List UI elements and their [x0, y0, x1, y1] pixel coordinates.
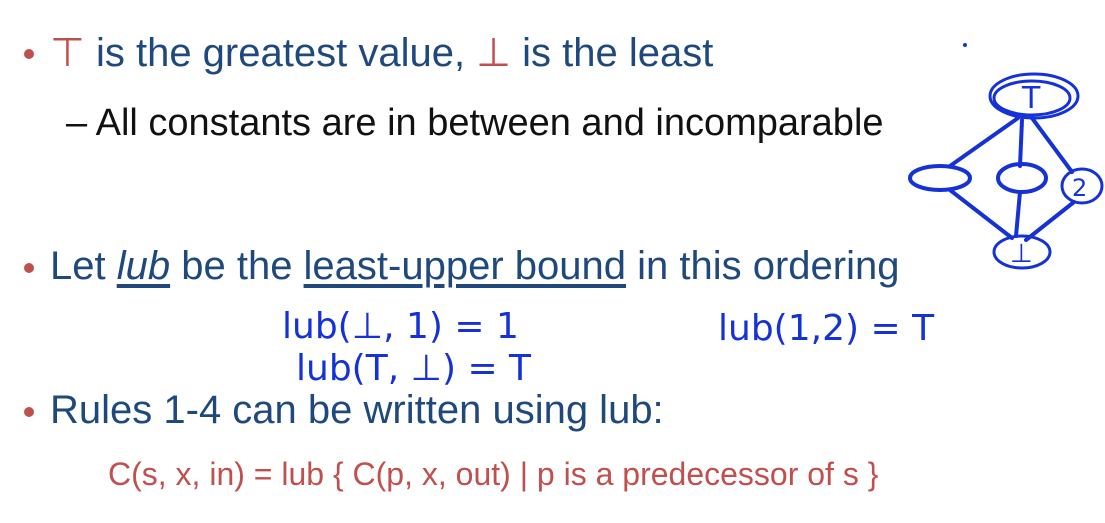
- bottom-symbol: ⊥: [476, 31, 512, 75]
- lattice-edge: [1020, 120, 1022, 166]
- lattice-bottom-label: ⊥: [1010, 239, 1033, 269]
- lattice-const-node: [910, 166, 970, 190]
- lattice-two-label: 2: [1072, 174, 1088, 202]
- bullet-1-text-a: is the greatest value,: [84, 31, 477, 75]
- bullet-2-middle: be the: [170, 244, 304, 288]
- lub-equation-top-bottom: lub(T, ⊥) = T: [296, 348, 532, 389]
- bullet-rules: Rules 1-4 can be written using lub:: [50, 388, 664, 432]
- lattice-edge: [1032, 118, 1072, 172]
- lub-formula: C(s, x, in) = lub { C(p, x, out) | p is a predecessor of s }: [108, 456, 879, 492]
- top-symbol: ⊤: [50, 31, 85, 75]
- lattice-const-node: [998, 164, 1046, 192]
- lub-equation-one-two: lub(1,2) = T: [718, 308, 935, 349]
- lattice-edge: [1016, 192, 1020, 236]
- bullet-2-prefix: Let: [50, 244, 117, 288]
- bullet-2-suffix: in this ordering: [626, 244, 900, 288]
- lattice-top-node: [990, 74, 1078, 118]
- sub-bullet-constants: – All constants are in between and incomparable: [66, 102, 884, 144]
- bullet-1-text-b: is the least: [511, 31, 714, 75]
- least-upper-bound-term: least-upper bound: [303, 244, 627, 288]
- lattice-bottom-node: [994, 236, 1050, 269]
- lattice-edge: [1026, 202, 1074, 240]
- lattice-edge: [950, 118, 1018, 166]
- lub-equation-bottom-one: lub(⊥, 1) = 1: [282, 306, 519, 347]
- lattice-edge: [950, 190, 1012, 238]
- lattice-node-two: [1062, 169, 1102, 203]
- lub-term: lub: [116, 244, 171, 288]
- ink-dot: [963, 43, 967, 47]
- lattice-top-label: T: [1022, 81, 1041, 116]
